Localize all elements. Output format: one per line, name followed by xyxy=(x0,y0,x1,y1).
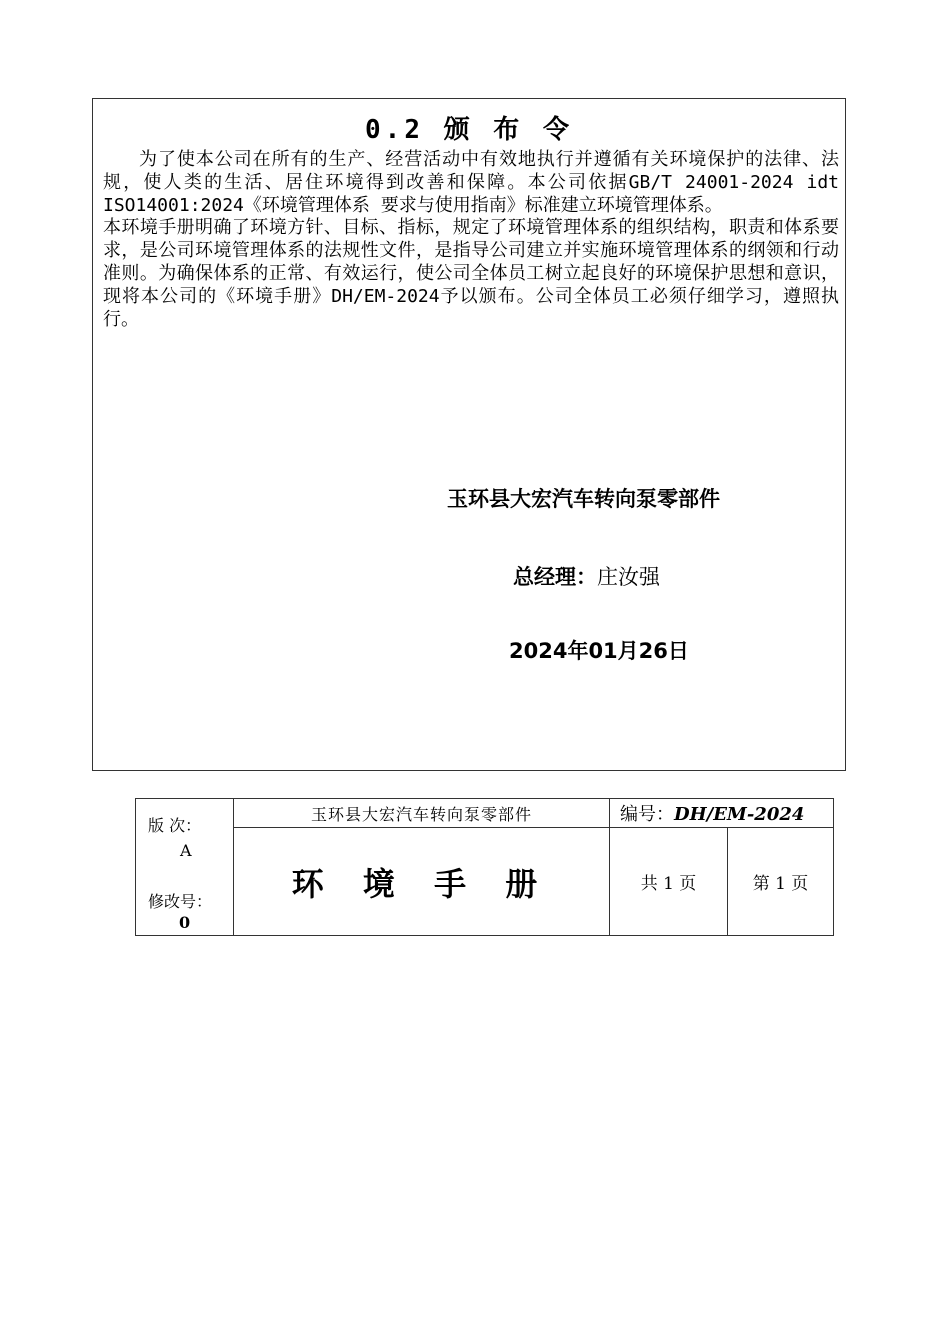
announcement-paragraph-2: 本环境手册明确了环境方针、目标、指标，规定了环境管理体系的组织结构，职责和体系要求，是公司环境管理体系的法规性文件，是指导公司建立并实施环境管理体系的纲领和行动准则。为确保体系的正常、有效运行，使公司全体员工树立起良好的环境保护思想和意识，现将本公司的《环境手册》DH/EM-2024予以颁布。公司全体员工必须仔细学习，遵照执行。 xyxy=(103,217,839,330)
version-value: A xyxy=(180,841,192,860)
revision-value: 0 xyxy=(179,913,191,932)
document-code-label: 编号： xyxy=(620,804,674,825)
general-manager-line xyxy=(513,561,660,591)
announcement-paragraph-1: 为了使本公司在所有的生产、经营活动中有效地执行并遵循有关环境保护的法律、法规，使人类的生活、居住环境得到改善和保障。本公司依据GB/T 24001-2024 idt ISO14001:2024《环境管理体系 要求与使用指南》标准建立环境管理体系。 xyxy=(103,149,839,216)
issue-date: 2024年01月26日 xyxy=(509,639,689,663)
footer-table xyxy=(135,798,834,936)
company-signature: 玉环县大宏汽车转向泵零部件 xyxy=(447,487,720,511)
announcement-box xyxy=(92,98,846,771)
footer-company: 玉环县大宏汽车转向泵零部件 xyxy=(234,799,610,828)
revision-label: 修改号： xyxy=(148,892,213,911)
total-pages: 共 1 页 xyxy=(610,828,728,936)
general-manager-label: 总经理： xyxy=(513,565,597,589)
version-cell xyxy=(136,799,234,936)
announcement-title: 0.2 颁 布 令 xyxy=(365,115,573,145)
announcement-body xyxy=(103,149,839,331)
general-manager-name: 庄汝强 xyxy=(597,565,660,589)
document-code-cell xyxy=(610,799,834,828)
document-code-value: DH/EM-2024 xyxy=(674,804,805,825)
document-footer xyxy=(135,798,833,936)
manual-title: 环 境 手 册 xyxy=(234,828,610,936)
version-label: 版 次： xyxy=(148,816,202,835)
page-number: 第 1 页 xyxy=(728,828,834,936)
